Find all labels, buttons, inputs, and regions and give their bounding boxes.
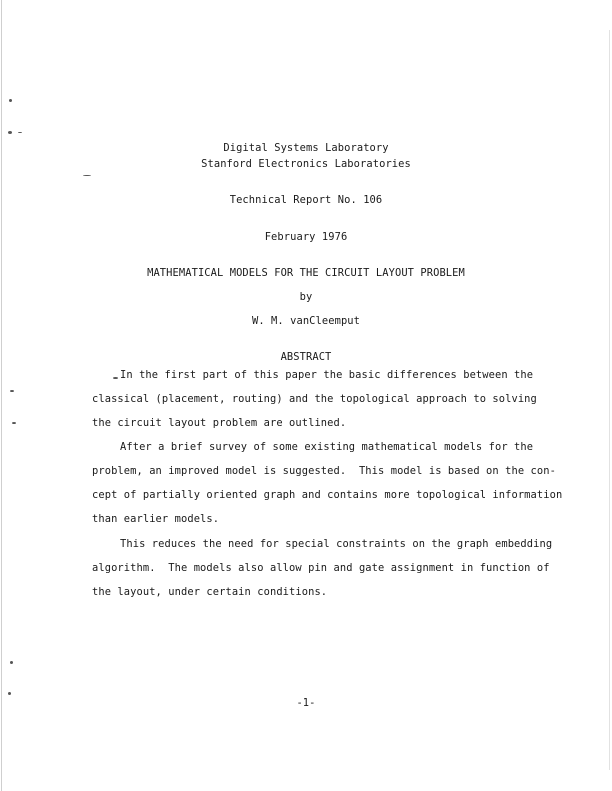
- abstract-heading: ABSTRACT: [280, 351, 332, 363]
- scan-speck: [83, 175, 91, 176]
- scan-speck: [10, 661, 13, 664]
- scan-speck: [8, 692, 11, 695]
- scan-speck: [113, 377, 118, 379]
- lab-name: Digital Systems Laboratory: [223, 142, 389, 154]
- scan-speck: [10, 390, 14, 392]
- report-date: February 1976: [264, 231, 348, 243]
- abstract-p2-line-4: than earlier models.: [92, 513, 220, 525]
- scan-speck: [18, 132, 22, 133]
- abstract-p1-line-3: the circuit layout problem are outlined.: [92, 417, 347, 429]
- abstract-p3-line-1: This reduces the need for special constraints on the graph embedding: [120, 538, 553, 550]
- scan-speck: [8, 131, 12, 134]
- abstract-p3-line-2: algorithm. The models also allow pin and gate assignment in function of: [92, 562, 550, 574]
- abstract-p3-line-3: the layout, under certain conditions.: [92, 586, 328, 598]
- organization-name: Stanford Electronics Laboratories: [201, 158, 411, 170]
- abstract-p2-line-1: After a brief survey of some existing mathematical models for the: [120, 441, 534, 453]
- report-number: Technical Report No. 106: [229, 194, 383, 206]
- by-line: by: [299, 291, 313, 303]
- abstract-p2-line-2: problem, an improved model is suggested. This model is based on the con-: [92, 465, 556, 477]
- scan-edge-left: [1, 0, 2, 791]
- scan-speck: [12, 422, 16, 424]
- abstract-p2-line-3: cept of partially oriented graph and contains more topological information: [92, 489, 563, 501]
- page-number: -1-: [296, 697, 316, 709]
- scan-edge-right: [609, 30, 610, 770]
- scan-speck: [9, 99, 12, 102]
- paper-title: MATHEMATICAL MODELS FOR THE CIRCUIT LAYOUT PROBLEM: [147, 267, 465, 279]
- author-name: W. M. vanCleemput: [251, 315, 361, 327]
- abstract-p1-line-1: In the first part of this paper the basic differences between the: [120, 369, 534, 381]
- abstract-p1-line-2: classical (placement, routing) and the topological approach to solving: [92, 393, 537, 405]
